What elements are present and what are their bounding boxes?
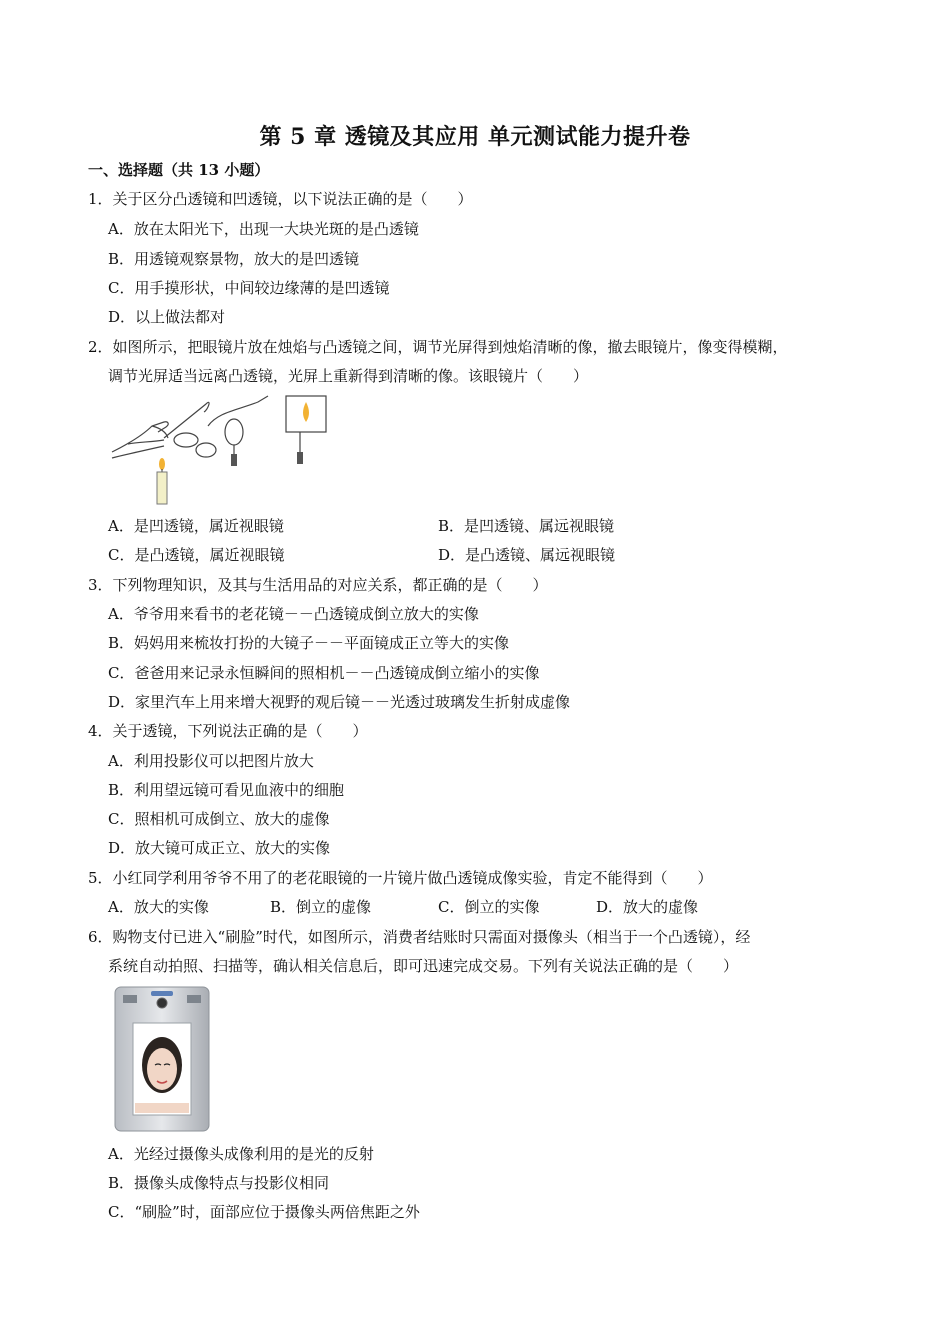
q5-option-c: C．倒立的实像: [438, 898, 540, 916]
q4-option-d: D．放大镜可成正立、放大的实像: [108, 839, 331, 857]
q4-option-a: A．利用投影仪可以把图片放大: [108, 752, 314, 770]
q6-stem-line1: 6．购物支付已进入“刷脸”时代，如图所示，消费者结账时只需面对摄像头（相当于一个凸透镜），经: [88, 928, 751, 946]
q2-option-c: C．是凸透镜，属近视眼镜: [108, 546, 285, 564]
q1-stem: 1．关于区分凸透镜和凹透镜，以下说法正确的是（ ）: [88, 190, 473, 208]
candle-lens-screen-figure: [108, 392, 348, 507]
q5-stem: 5．小红同学利用爷爷不用了的老花眼镜的一片镜片做凸透镜成像实验，肯定不能得到（ ）: [88, 869, 713, 887]
q3-option-a: A．爷爷用来看书的老花镜－－凸透镜成倒立放大的实像: [108, 605, 479, 623]
hand-drawing: [112, 422, 168, 458]
q2-stem-line1: 2．如图所示，把眼镜片放在烛焰与凸透镜之间，调节光屏得到烛焰清晰的像，撤去眼镜片，像变得模糊，: [88, 338, 788, 356]
q1-option-b: B．用透镜观察景物，放大的是凹透镜: [108, 250, 360, 268]
q2-option-b: B．是凹透镜、属远视眼镜: [438, 517, 615, 535]
q4-option-b: B．利用望远镜可看见血液中的细胞: [108, 781, 345, 799]
q1-option-c: C．用手摸形状，中间较边缘薄的是凹透镜: [108, 279, 390, 297]
q6-stem-line2: 系统自动拍照、扫描等，确认相关信息后，即可迅速完成交易。下列有关说法正确的是（ ）: [108, 957, 739, 975]
q2-stem-line2: 调节光屏适当远离凸透镜，光屏上重新得到清晰的像。该眼镜片（ ）: [108, 367, 589, 385]
candle-flame: [159, 458, 165, 470]
q3-option-c: C．爸爸用来记录永恒瞬间的照相机－－凸透镜成倒立缩小的实像: [108, 664, 540, 682]
screen-stand: [297, 452, 303, 464]
lens-stand: [231, 454, 237, 466]
q6-option-c: C．“刷脸”时，面部应位于摄像头两倍焦距之外: [108, 1203, 420, 1221]
convex-lens: [225, 419, 243, 445]
glasses-lens-right: [196, 443, 216, 457]
candle: [157, 472, 167, 504]
q2-option-d: D．是凸透镜、属远视眼镜: [438, 546, 616, 564]
q3-option-b: B．妈妈用来梳妆打扮的大镜子－－平面镜成正立等大的实像: [108, 634, 510, 652]
q4-stem: 4．关于透镜，下列说法正确的是（ ）: [88, 722, 368, 740]
q3-stem: 3．下列物理知识，及其与生活用品的对应关系，都正确的是（ ）: [88, 576, 548, 594]
q5-option-d: D．放大的虚像: [596, 898, 699, 916]
q3-option-d: D．家里汽车上用来增大视野的观后镜－－光透过玻璃发生折射成虚像: [108, 693, 571, 711]
q2-option-a: A．是凹透镜，属近视眼镜: [108, 517, 284, 535]
terminal-sensor-right: [187, 995, 201, 1003]
q5-option-b: B．倒立的虚像: [270, 898, 372, 916]
q6-option-b: B．摄像头成像特点与投影仪相同: [108, 1174, 330, 1192]
camera-icon: [157, 998, 167, 1008]
page-title: 第 5 章 透镜及其应用 单元测试能力提升卷: [259, 124, 691, 150]
brand-logo: [151, 991, 173, 996]
face-payment-terminal-figure: [113, 985, 211, 1133]
q1-option-d: D．以上做法都对: [108, 308, 226, 326]
q4-option-c: C．照相机可成倒立、放大的虚像: [108, 810, 330, 828]
q6-option-a: A．光经过摄像头成像利用的是光的反射: [108, 1145, 374, 1163]
section-heading: 一、选择题（共 13 小题）: [88, 161, 270, 179]
q5-option-a: A．放大的实像: [108, 898, 209, 916]
glasses-lens-left: [174, 433, 198, 447]
q1-option-a: A．放在太阳光下，出现一大块光斑的是凸透镜: [108, 220, 419, 238]
terminal-sensor-left: [123, 995, 137, 1003]
